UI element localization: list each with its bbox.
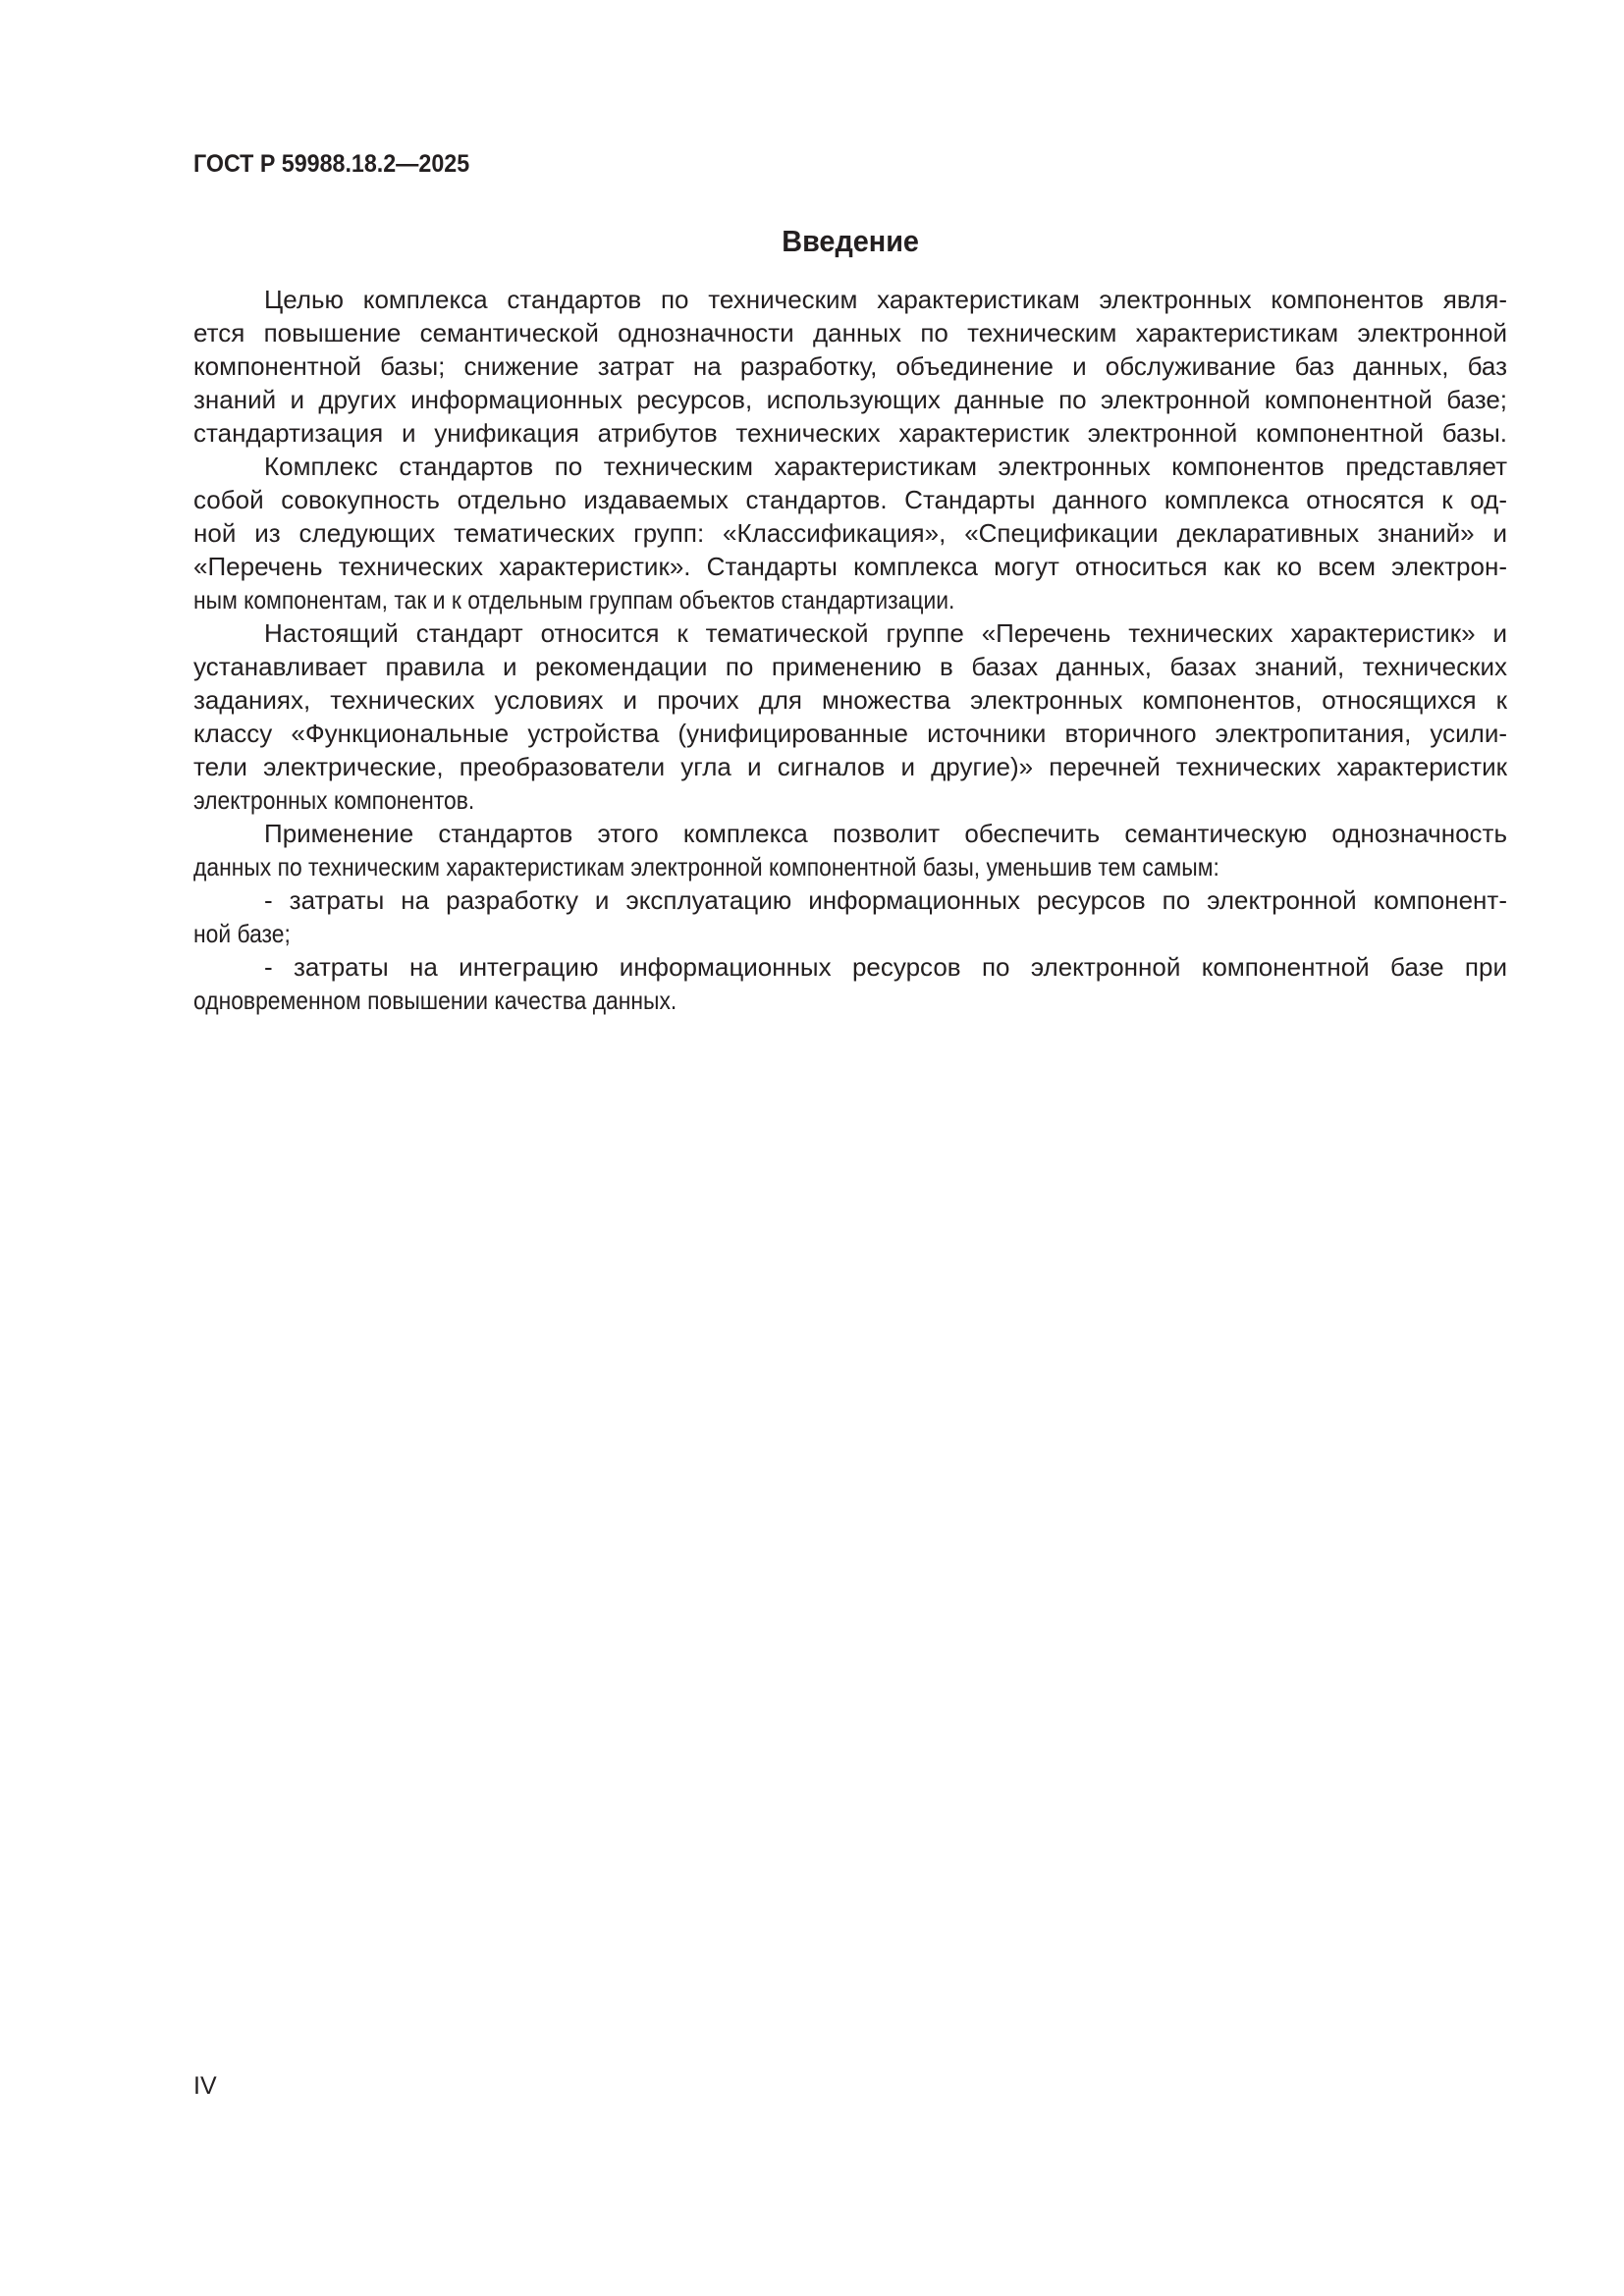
section-title-text: Введение <box>782 224 919 258</box>
text-line <box>193 850 1507 883</box>
text-line <box>193 783 1507 817</box>
text-line-content: ной базе; <box>193 919 291 948</box>
text-line-content: Настоящий стандарт относится к тематической группе «Перечень технических характеристик» и <box>264 618 1507 648</box>
text-line-content: Комплекс стандартов по техническим характеристикам электронных компонентов представляет <box>264 452 1507 481</box>
text-line <box>193 917 1507 950</box>
text-line <box>193 550 1507 583</box>
paragraph <box>193 817 1507 883</box>
text-line <box>193 750 1507 783</box>
text-line <box>193 383 1507 416</box>
text-line <box>193 416 1507 450</box>
text-line <box>193 817 1507 850</box>
text-line-content: данных по техническим характеристикам электронной компонентной базы, уменьшив тем самым: <box>193 852 1219 881</box>
text-line-content: устанавливает правила и рекомендации по применению в базах данных, базах знаний, технических <box>193 652 1507 681</box>
body-text <box>193 283 1507 1017</box>
text-line <box>193 349 1507 383</box>
paragraph <box>193 283 1507 450</box>
text-line <box>193 616 1507 650</box>
text-line <box>193 316 1507 349</box>
text-line-content: - затраты на разработку и эксплуатацию информационных ресурсов по электронной компонент- <box>264 885 1507 915</box>
text-line-content: Применение стандартов этого комплекса позволит обеспечить семантическую однозначность <box>264 819 1507 848</box>
text-line-content: одновременном повышении качества данных. <box>193 986 677 1015</box>
text-line-content: тели электрические, преобразователи угла и сигналов и другие)» перечней технических характеристик <box>193 752 1507 781</box>
page-number: IV <box>193 2072 217 2100</box>
paragraph <box>193 950 1507 1017</box>
text-line <box>193 283 1507 316</box>
text-line <box>193 516 1507 550</box>
text-line <box>193 650 1507 683</box>
text-line-content: «Перечень технических характеристик». Стандарты комплекса могут относиться как ко всем электрон- <box>193 552 1507 581</box>
text-line <box>193 883 1507 917</box>
text-line <box>193 683 1507 717</box>
paragraph <box>193 450 1507 616</box>
paragraph <box>193 883 1507 950</box>
text-line <box>193 717 1507 750</box>
text-line-content: знаний и других информационных ресурсов, использующих данные по электронной компонентной базе; <box>193 385 1507 414</box>
text-line-content: электронных компонентов. <box>193 785 475 815</box>
text-line <box>193 950 1507 984</box>
text-line-content: компонентной базы; снижение затрат на разработку, объединение и обслуживание баз данных, баз <box>193 351 1507 381</box>
text-line-content: ной из следующих тематических групп: «Классификация», «Спецификации декларативных знаний» и <box>193 518 1507 548</box>
text-line-content: - затраты на интеграцию информационных ресурсов по электронной компонентной базе при <box>264 952 1507 982</box>
section-title <box>0 222 1624 261</box>
text-line <box>193 984 1507 1017</box>
text-line <box>193 483 1507 516</box>
paragraph <box>193 616 1507 817</box>
text-line-content: Целью комплекса стандартов по техническим характеристикам электронных компонентов явля- <box>264 285 1507 314</box>
text-line-content: собой совокупность отдельно издаваемых стандартов. Стандарты данного комплекса относятся к од- <box>193 485 1507 514</box>
text-line-content: стандартизация и унификация атрибутов технических характеристик электронной компонентной базы. <box>193 418 1507 448</box>
text-line-content: заданиях, технических условиях и прочих для множества электронных компонентов, относящихся к <box>193 685 1507 715</box>
text-line-content: ным компонентам, так и к отдельным группам объектов стандартизации. <box>193 585 955 614</box>
document-code-header: ГОСТ Р 59988.18.2—2025 <box>193 150 470 178</box>
text-line <box>193 583 1507 616</box>
text-line <box>193 450 1507 483</box>
text-line-content: классу «Функциональные устройства (унифицированные источники вторичного электропитания, усили- <box>193 719 1507 748</box>
text-line-content: ется повышение семантической однозначности данных по техническим характеристикам электронной <box>193 318 1507 347</box>
